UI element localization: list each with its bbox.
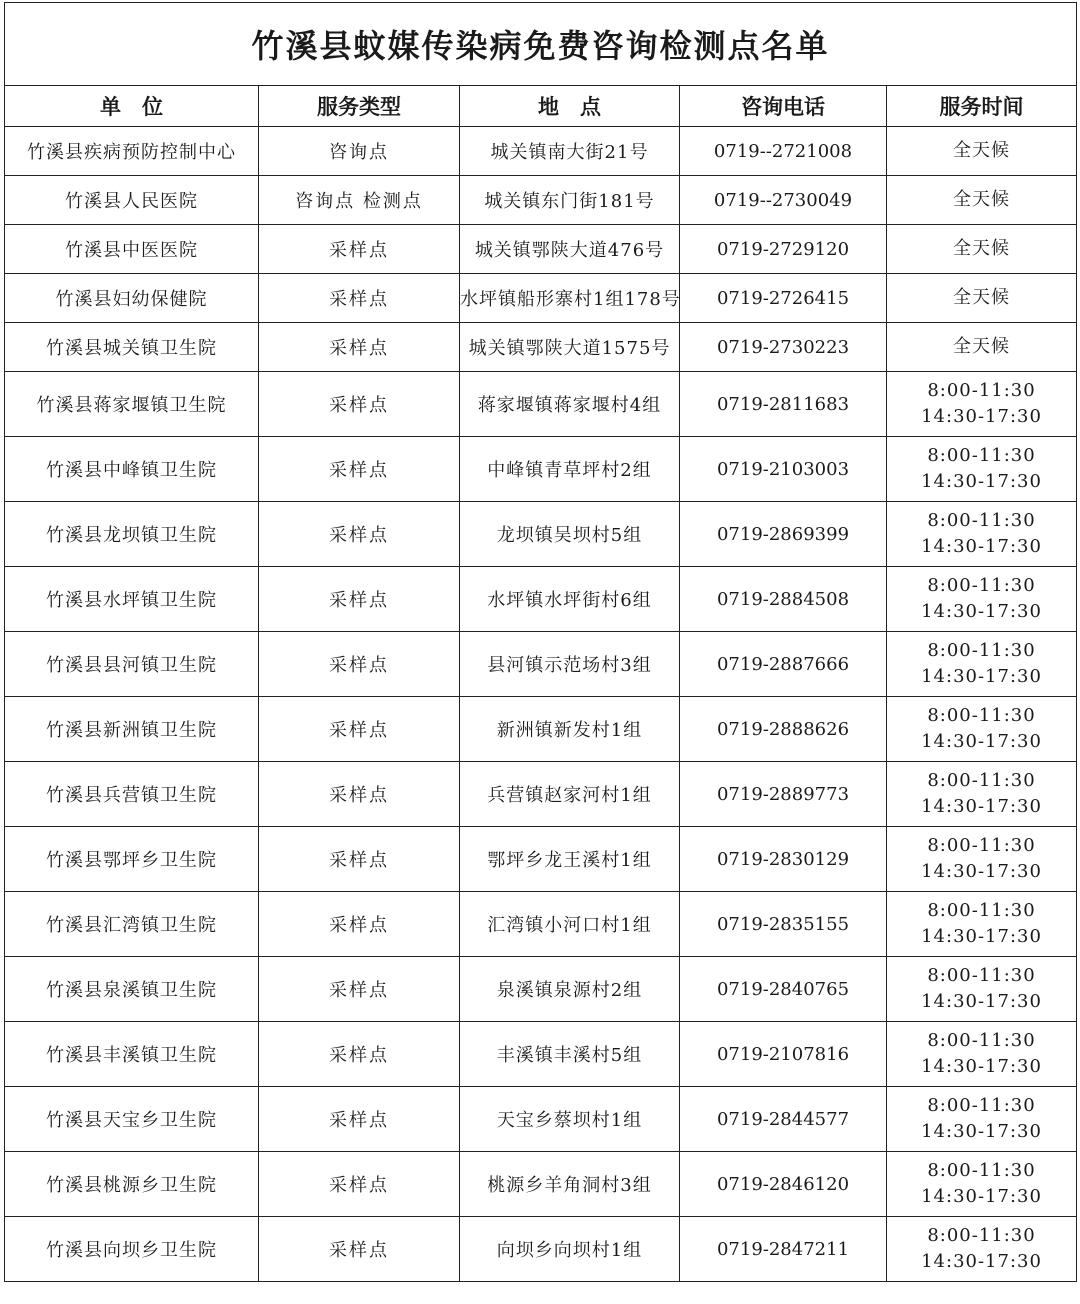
service-time-line: 8:00-11:30 [927, 965, 1036, 986]
service-type-cell: 采样点 [259, 632, 460, 697]
table-row [5, 632, 1077, 697]
service-type-cell: 采样点 [259, 372, 460, 437]
table-row [5, 1152, 1077, 1217]
service-time-line: 8:00-11:30 [927, 1095, 1036, 1116]
service-time-line: 8:00-11:30 [927, 1225, 1036, 1246]
service-time-line: 14:30-17:30 [921, 666, 1042, 687]
service-time-line: 14:30-17:30 [921, 731, 1042, 752]
table-row [5, 274, 1077, 323]
service-type-cell: 采样点 [259, 1217, 460, 1282]
unit-cell: 竹溪县城关镇卫生院 [5, 323, 259, 372]
table-row [5, 827, 1077, 892]
service-type-cell: 采样点 [259, 502, 460, 567]
service-time-cell [887, 697, 1077, 762]
service-time-line: 14:30-17:30 [921, 861, 1042, 882]
location-cell: 天宝乡蔡坝村1组 [460, 1087, 680, 1152]
service-time-line: 8:00-11:30 [927, 900, 1036, 921]
unit-cell: 竹溪县疾病预防控制中心 [5, 127, 259, 176]
table-row [5, 372, 1077, 437]
table-row [5, 127, 1077, 176]
service-time-cell [887, 632, 1077, 697]
location-cell: 城关镇鄂陕大道476号 [460, 225, 680, 274]
service-time-line: 8:00-11:30 [927, 770, 1036, 791]
unit-cell: 竹溪县桃源乡卫生院 [5, 1152, 259, 1217]
table-row [5, 567, 1077, 632]
location-cell: 汇湾镇小河口村1组 [460, 892, 680, 957]
service-time-line: 全天候 [953, 140, 1011, 161]
service-type-cell: 采样点 [259, 567, 460, 632]
unit-cell: 竹溪县向坝乡卫生院 [5, 1217, 259, 1282]
service-time-line: 8:00-11:30 [927, 380, 1036, 401]
phone-cell: 0719-2840765 [680, 957, 887, 1022]
service-type-cell: 采样点 [259, 323, 460, 372]
unit-cell: 竹溪县中医医院 [5, 225, 259, 274]
unit-cell: 竹溪县鄂坪乡卫生院 [5, 827, 259, 892]
unit-cell: 竹溪县汇湾镇卫生院 [5, 892, 259, 957]
document-sheet [4, 2, 1076, 1282]
service-time-cell [887, 567, 1077, 632]
unit-cell: 竹溪县天宝乡卫生院 [5, 1087, 259, 1152]
service-time-cell [887, 372, 1077, 437]
header-service-type: 服务类型 [259, 86, 460, 127]
service-type-cell: 采样点 [259, 762, 460, 827]
unit-cell: 竹溪县中峰镇卫生院 [5, 437, 259, 502]
location-cell: 向坝乡向坝村1组 [460, 1217, 680, 1282]
unit-cell: 竹溪县人民医院 [5, 176, 259, 225]
table-row [5, 957, 1077, 1022]
location-cell: 城关镇东门街181号 [460, 176, 680, 225]
service-time-line: 14:30-17:30 [921, 1056, 1042, 1077]
service-time-cell [887, 274, 1077, 323]
phone-cell: 0719-2847211 [680, 1217, 887, 1282]
location-cell: 县河镇示范场村3组 [460, 632, 680, 697]
unit-cell: 竹溪县蒋家堰镇卫生院 [5, 372, 259, 437]
location-cell: 丰溪镇丰溪村5组 [460, 1022, 680, 1087]
location-cell: 蒋家堰镇蒋家堰村4组 [460, 372, 680, 437]
phone-cell: 0719--2730049 [680, 176, 887, 225]
table-row [5, 176, 1077, 225]
service-time-line: 14:30-17:30 [921, 471, 1042, 492]
title-row [5, 3, 1077, 86]
unit-cell: 竹溪县丰溪镇卫生院 [5, 1022, 259, 1087]
location-cell: 鄂坪乡龙王溪村1组 [460, 827, 680, 892]
service-type-cell: 采样点 [259, 1022, 460, 1087]
unit-cell: 竹溪县妇幼保健院 [5, 274, 259, 323]
table-row [5, 502, 1077, 567]
table-title: 竹溪县蚊媒传染病免费咨询检测点名单 [5, 3, 1077, 86]
phone-cell: 0719-2889773 [680, 762, 887, 827]
service-type-cell: 采样点 [259, 1152, 460, 1217]
service-time-cell [887, 225, 1077, 274]
header-service-time: 服务时间 [887, 86, 1077, 127]
phone-cell: 0719-2846120 [680, 1152, 887, 1217]
phone-cell: 0719-2835155 [680, 892, 887, 957]
service-time-line: 14:30-17:30 [921, 1186, 1042, 1207]
service-time-cell [887, 176, 1077, 225]
service-time-line: 14:30-17:30 [921, 991, 1042, 1012]
service-time-cell [887, 827, 1077, 892]
service-type-cell: 采样点 [259, 437, 460, 502]
unit-cell: 竹溪县兵营镇卫生院 [5, 762, 259, 827]
service-time-line: 全天候 [953, 189, 1011, 210]
service-time-line: 14:30-17:30 [921, 601, 1042, 622]
table-row [5, 1022, 1077, 1087]
service-time-cell [887, 1152, 1077, 1217]
table-row [5, 225, 1077, 274]
service-time-cell [887, 1217, 1077, 1282]
service-time-line: 14:30-17:30 [921, 406, 1042, 427]
phone-cell: 0719-2726415 [680, 274, 887, 323]
service-time-line: 14:30-17:30 [921, 536, 1042, 557]
phone-cell: 0719-2844577 [680, 1087, 887, 1152]
testing-sites-table [4, 2, 1077, 1282]
service-type-cell: 采样点 [259, 697, 460, 762]
table-row [5, 323, 1077, 372]
table-row [5, 892, 1077, 957]
service-type-cell: 采样点 [259, 892, 460, 957]
table-row [5, 697, 1077, 762]
phone-cell: 0719-2830129 [680, 827, 887, 892]
service-time-line: 8:00-11:30 [927, 575, 1036, 596]
table-row [5, 1217, 1077, 1282]
location-cell: 城关镇南大街21号 [460, 127, 680, 176]
service-type-cell: 采样点 [259, 274, 460, 323]
service-time-cell [887, 957, 1077, 1022]
service-type-cell: 采样点 [259, 827, 460, 892]
service-time-cell [887, 437, 1077, 502]
service-time-line: 14:30-17:30 [921, 926, 1042, 947]
phone-cell: 0719-2730223 [680, 323, 887, 372]
phone-cell: 0719-2869399 [680, 502, 887, 567]
phone-cell: 0719-2884508 [680, 567, 887, 632]
service-time-line: 8:00-11:30 [927, 705, 1036, 726]
location-cell: 城关镇鄂陕大道1575号 [460, 323, 680, 372]
phone-cell: 0719-2729120 [680, 225, 887, 274]
service-time-line: 全天候 [953, 238, 1011, 259]
service-time-cell [887, 1022, 1077, 1087]
phone-cell: 0719--2721008 [680, 127, 887, 176]
table-row [5, 762, 1077, 827]
service-type-cell: 采样点 [259, 225, 460, 274]
phone-cell: 0719-2888626 [680, 697, 887, 762]
service-time-line: 8:00-11:30 [927, 1030, 1036, 1051]
header-row [5, 86, 1077, 127]
service-time-line: 全天候 [953, 287, 1011, 308]
location-cell: 水坪镇船形寨村1组178号 [460, 274, 680, 323]
location-cell: 泉溪镇泉源村2组 [460, 957, 680, 1022]
location-cell: 水坪镇水坪街村6组 [460, 567, 680, 632]
location-cell: 中峰镇青草坪村2组 [460, 437, 680, 502]
service-time-cell [887, 502, 1077, 567]
unit-cell: 竹溪县水坪镇卫生院 [5, 567, 259, 632]
header-location: 地 点 [460, 86, 680, 127]
service-time-line: 8:00-11:30 [927, 510, 1036, 531]
service-time-line: 8:00-11:30 [927, 1160, 1036, 1181]
location-cell: 新洲镇新发村1组 [460, 697, 680, 762]
service-time-cell [887, 127, 1077, 176]
service-time-line: 8:00-11:30 [927, 835, 1036, 856]
service-time-line: 8:00-11:30 [927, 640, 1036, 661]
location-cell: 桃源乡羊角洞村3组 [460, 1152, 680, 1217]
service-type-cell: 采样点 [259, 957, 460, 1022]
service-type-cell: 咨询点 [259, 127, 460, 176]
unit-cell: 竹溪县泉溪镇卫生院 [5, 957, 259, 1022]
service-time-line: 全天候 [953, 336, 1011, 357]
service-type-cell: 采样点 [259, 1087, 460, 1152]
unit-cell: 竹溪县龙坝镇卫生院 [5, 502, 259, 567]
service-time-line: 14:30-17:30 [921, 796, 1042, 817]
location-cell: 龙坝镇吴坝村5组 [460, 502, 680, 567]
service-type-cell: 咨询点 检测点 [259, 176, 460, 225]
table-body [5, 127, 1077, 1282]
service-time-cell [887, 762, 1077, 827]
phone-cell: 0719-2887666 [680, 632, 887, 697]
header-phone: 咨询电话 [680, 86, 887, 127]
service-time-line: 8:00-11:30 [927, 445, 1036, 466]
service-time-cell [887, 892, 1077, 957]
location-cell: 兵营镇赵家河村1组 [460, 762, 680, 827]
unit-cell: 竹溪县县河镇卫生院 [5, 632, 259, 697]
table-row [5, 437, 1077, 502]
service-time-cell [887, 1087, 1077, 1152]
phone-cell: 0719-2103003 [680, 437, 887, 502]
phone-cell: 0719-2107816 [680, 1022, 887, 1087]
phone-cell: 0719-2811683 [680, 372, 887, 437]
service-time-line: 14:30-17:30 [921, 1251, 1042, 1272]
service-time-cell [887, 323, 1077, 372]
service-time-line: 14:30-17:30 [921, 1121, 1042, 1142]
table-row [5, 1087, 1077, 1152]
header-unit: 单 位 [5, 86, 259, 127]
unit-cell: 竹溪县新洲镇卫生院 [5, 697, 259, 762]
